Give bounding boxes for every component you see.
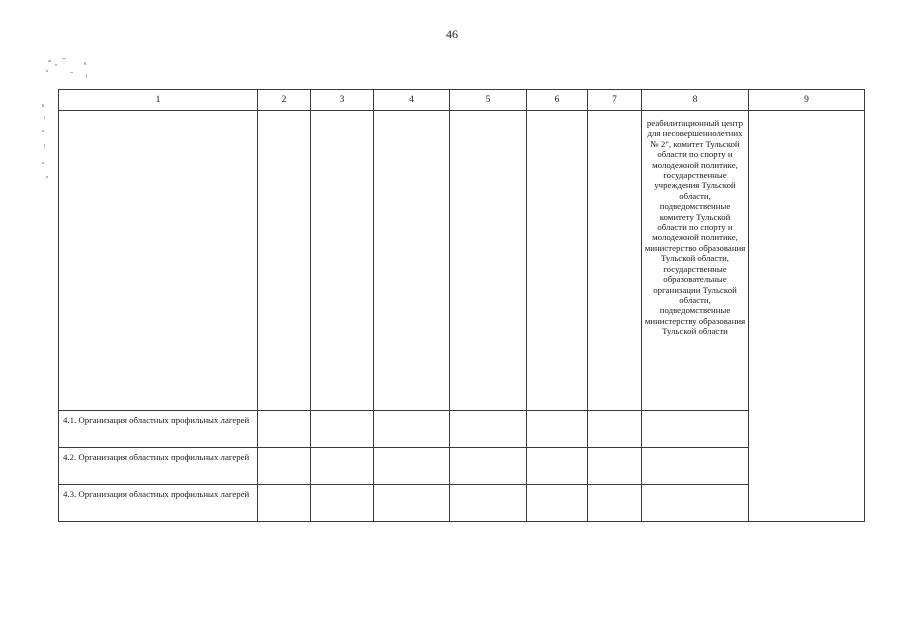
header-col-4: 4 [374,90,450,111]
table-cell [527,411,588,448]
table-cell [374,411,450,448]
table-cell [749,111,865,522]
table-cell [642,448,749,485]
table-cell [588,448,642,485]
activity-label: 4.2. Организация областных профильных лагерей [59,448,258,485]
table-cell [527,485,588,522]
table-cell [450,485,527,522]
table-cell [258,485,311,522]
table-cell [588,111,642,411]
table-row [59,448,865,485]
table-cell [588,411,642,448]
table-cell [527,448,588,485]
table-cell [374,448,450,485]
table-row [59,411,865,448]
header-col-8: 8 [642,90,749,111]
table-cell [311,485,374,522]
page-number: 46 [446,27,458,41]
table-cell [588,485,642,522]
table-cell [374,485,450,522]
table-cell [642,485,749,522]
activity-label: 4.1. Организация областных профильных лагерей [59,411,258,448]
table-cell [311,411,374,448]
header-row [59,90,865,111]
table-cell [450,111,527,411]
header-col-7: 7 [588,90,642,111]
table-cell [258,448,311,485]
table-cell [450,411,527,448]
program-table [58,89,865,522]
table-cell [450,448,527,485]
header-col-1: 1 [59,90,258,111]
table-cell [642,411,749,448]
table-cell [311,448,374,485]
table-cell [258,411,311,448]
table-cell [311,111,374,411]
table-cell [258,111,311,411]
table-cell [374,111,450,411]
header-col-9: 9 [749,90,865,111]
header-col-5: 5 [450,90,527,111]
header-col-2: 2 [258,90,311,111]
header-col-6: 6 [527,90,588,111]
table-row [59,111,865,411]
table-cell [527,111,588,411]
responsible-executors-cell: реабилитационный центр для несовершеннолетних № 2", комитет Тульской области по спорту и молодежной политике, государственные учреждения Тульской области, подведомственные комитету Тульской области по спорту и молодежной политике, министерство образования Тульской области, государственные образовательные организации Тульской области, подведомственные министерству образования Тульской области [642,111,749,411]
table-row [59,485,865,522]
table-cell [59,111,258,411]
activity-label: 4.3. Организация областных профильных лагерей [59,485,258,522]
header-col-3: 3 [311,90,374,111]
